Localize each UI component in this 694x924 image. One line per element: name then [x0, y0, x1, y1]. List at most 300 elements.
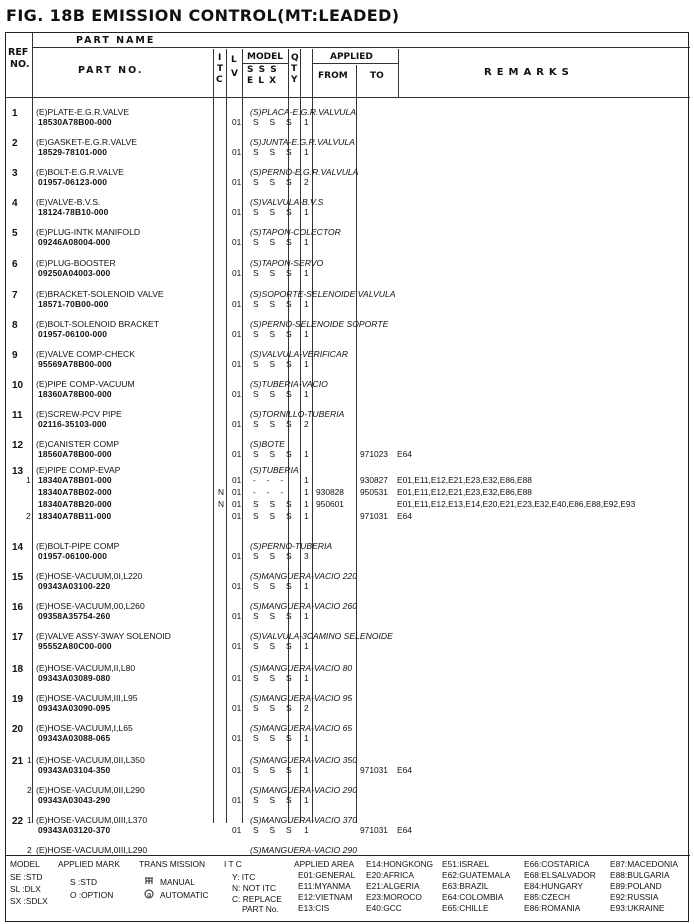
part-line — [6, 177, 690, 187]
legend-area-e13: E13:CIS — [298, 903, 330, 913]
remarks: E64 — [397, 765, 412, 775]
part-name-en: (E)BOLT-PIPE COMP — [36, 541, 120, 551]
legend-area-e92: E92:RUSSIA — [610, 892, 659, 902]
part-line — [6, 389, 690, 399]
quantity: 1 — [304, 825, 309, 835]
quantity: 1 — [304, 359, 309, 369]
lv-code: 01 — [232, 207, 242, 217]
legend-area-e21: E21:ALGERIA — [366, 881, 420, 891]
from-header: FROM — [318, 71, 348, 81]
sub-index: 2 — [27, 785, 32, 795]
legend-itc-part-no: PART No. — [242, 904, 279, 914]
part-name-en: (E)BRACKET-SOLENOID VALVE — [36, 289, 164, 299]
sub-index: 1 — [26, 475, 31, 485]
ref-no-header-2: NO. — [10, 59, 30, 70]
quantity: 1 — [304, 329, 309, 339]
part-name-header: PART NAME — [76, 35, 156, 46]
lv-code: 01 — [232, 673, 242, 683]
model-flags: S S S — [253, 581, 296, 591]
part-row — [6, 197, 690, 227]
legend-itc-n: N: NOT ITC — [232, 883, 277, 893]
part-name-en: (E)GASKET-E.G.R.VALVE — [36, 137, 137, 147]
legend — [6, 855, 690, 923]
part-name-en: (E)PIPE COMP-EVAP — [36, 465, 121, 475]
quantity: 1 — [304, 117, 309, 127]
legend-itc-title: I T C — [224, 859, 242, 869]
part-name-en: (E)VALVE ASSY-3WAY SOLENOID — [36, 631, 171, 641]
applied-from: 930828 — [316, 487, 344, 497]
model-flags: S S S — [253, 389, 296, 399]
ref-no: 14 — [12, 542, 24, 553]
part-row — [6, 319, 690, 349]
quantity: 1 — [304, 511, 309, 521]
quantity: 1 — [304, 207, 309, 217]
ref-no: 3 — [12, 168, 18, 179]
lv-code: 01 — [232, 551, 242, 561]
page-title: FIG. 18B EMISSION CONTROL(MT:LEADED) — [6, 6, 400, 25]
part-name-es: (S)MANGUERA-VACIO 290 — [250, 785, 357, 795]
part-line — [6, 581, 690, 591]
legend-area-e87: E87:MACEDONIA — [610, 859, 678, 869]
lv-code: 01 — [232, 419, 242, 429]
model-flags: S S S — [253, 551, 296, 561]
applied-to: 950531 — [360, 487, 388, 497]
part-line — [6, 237, 690, 247]
ref-no: 4 — [12, 198, 18, 209]
legend-area-e68: E68:ELSALVADOR — [524, 870, 596, 880]
part-line — [6, 511, 690, 521]
part-name-es: (S)TORNILLO-TUBERIA — [250, 409, 345, 419]
model-flags: S S S — [253, 765, 296, 775]
automatic-icon — [144, 889, 154, 901]
applied-to: 971031 — [360, 511, 388, 521]
part-row — [6, 107, 690, 137]
legend-area-e62: E62:GUATEMALA — [442, 870, 511, 880]
part-line — [6, 765, 690, 775]
ref-no: 16 — [12, 602, 24, 613]
ref-no: 17 — [12, 632, 24, 643]
part-number: 09343A03088-065 — [38, 733, 111, 743]
part-name-en: (E)HOSE-VACUUM,00,L260 — [36, 601, 145, 611]
lv-header-l: L — [231, 55, 237, 65]
applied-from: 950601 — [316, 499, 344, 509]
legend-area-e86: E86:ROMANIA — [524, 903, 581, 913]
ref-no: 10 — [12, 380, 24, 391]
part-number: 09343A03120-370 — [38, 825, 111, 835]
model-flags: S S S — [253, 329, 296, 339]
quantity: 1 — [304, 389, 309, 399]
part-name-en: (E)CANISTER COMP — [36, 439, 120, 449]
model-flags: S S S — [253, 177, 296, 187]
part-number: 09343A03104-350 — [38, 765, 111, 775]
part-number: 09343A03043-290 — [38, 795, 111, 805]
part-row — [6, 349, 690, 379]
part-name-en: (E)HOSE-VACUUM,III,L95 — [36, 693, 138, 703]
part-line — [6, 147, 690, 157]
quantity: 1 — [304, 765, 309, 775]
remarks: E64 — [397, 449, 412, 459]
part-name-es: (S)TUBERIA-VACIO — [250, 379, 328, 389]
lv-code: 01 — [232, 237, 242, 247]
part-name-en: (E)PLUG-INTK MANIFOLD — [36, 227, 141, 237]
ref-no: 6 — [12, 259, 18, 270]
legend-area-e66: E66:COSTARICA — [524, 859, 590, 869]
ref-no: 22 — [12, 816, 24, 827]
lv-code: 01 — [232, 117, 242, 127]
part-line — [6, 329, 690, 339]
model-flags: S S S — [253, 611, 296, 621]
part-row — [6, 815, 690, 845]
ref-no: 1 — [12, 108, 18, 119]
model-flags: S S S — [253, 641, 296, 651]
legend-itc-y: Y: ITC — [232, 872, 256, 882]
part-name-en: (E)SCREW-PCV PIPE — [36, 409, 122, 419]
part-row — [6, 137, 690, 167]
part-name-es: (S)PERNO-E.G.R.VALVULA — [250, 167, 359, 177]
quantity: 2 — [304, 419, 309, 429]
part-name-es: (S)MANGUERA-VACIO 350 — [250, 755, 357, 765]
part-number: 01957-06100-000 — [38, 551, 108, 561]
lv-code: 01 — [232, 581, 242, 591]
part-number: 09343A03100-220 — [38, 581, 111, 591]
lv-code: 01 — [232, 611, 242, 621]
part-row — [6, 227, 690, 257]
part-number: 01957-06100-000 — [38, 329, 108, 339]
part-line — [6, 268, 690, 278]
part-name-es: (S)BOTE — [250, 439, 285, 449]
legend-area-e11: E11:MYANMA — [298, 881, 351, 891]
part-row — [6, 693, 690, 723]
legend-area-title: APPLIED AREA — [294, 859, 355, 869]
model-flags: S S S — [253, 268, 296, 278]
model-flags: - - - — [253, 487, 288, 497]
model-flags: S S S — [253, 499, 296, 509]
part-name-es: (S)MANGUERA-VACIO 260 — [250, 601, 357, 611]
quantity: 1 — [304, 487, 309, 497]
applied-header: APPLIED — [330, 52, 373, 62]
part-name-es: (S)MANGUERA-VACIO 95 — [250, 693, 353, 703]
part-line — [6, 641, 690, 651]
part-row — [6, 755, 690, 785]
remarks: E64 — [397, 825, 412, 835]
lv-code: 01 — [232, 511, 242, 521]
lv-header-v: V — [231, 69, 238, 79]
ref-no: 18 — [12, 664, 24, 675]
itc-header-c: C — [216, 75, 223, 85]
legend-trans-title: TRANS MISSION — [139, 859, 206, 869]
remarks: E01,E11,E12,E13,E14,E20,E21,E23,E32,E40,E86,E88,E92,E93 — [397, 499, 636, 509]
legend-area-e01: E01:GENERAL — [298, 870, 356, 880]
part-name-es: (S)TAPON-COLECTOR — [250, 227, 341, 237]
part-line — [6, 499, 690, 509]
legend-model-title: MODEL — [10, 859, 40, 869]
model-sub-header-2: E L X — [247, 76, 278, 86]
part-row — [6, 167, 690, 197]
part-name-en: (E)HOSE-VACUUM,0III,L370 — [36, 815, 148, 825]
applied-to: 971031 — [360, 765, 388, 775]
part-name-en: (E)PIPE COMP-VACUUM — [36, 379, 135, 389]
part-line — [6, 611, 690, 621]
part-name-es: (S)PLACA-E.G.R.VALVULA — [250, 107, 357, 117]
part-line — [6, 449, 690, 459]
ref-no: 21 — [12, 756, 24, 767]
part-line — [6, 551, 690, 561]
ref-no: 19 — [12, 694, 24, 705]
part-name-es: (S)MANGUERA-VACIO 290 — [250, 845, 357, 855]
lv-code: 01 — [232, 487, 242, 497]
ref-no: 11 — [12, 410, 23, 421]
lv-code: 01 — [232, 359, 242, 369]
part-number: 18530A78B00-000 — [38, 117, 112, 127]
legend-area-e20: E20:AFRICA — [366, 870, 414, 880]
part-name-en: (E)HOSE-VACUUM,0II,L350 — [36, 755, 145, 765]
part-number: 95569A78B00-000 — [38, 359, 112, 369]
quantity: 1 — [304, 499, 309, 509]
sub-index: 2 — [26, 511, 31, 521]
part-number: 18360A78B00-000 — [38, 389, 112, 399]
part-name-en: (E)PLATE-E.G.R.VALVE — [36, 107, 130, 117]
model-flags: S S S — [253, 207, 296, 217]
parts-table — [5, 32, 689, 922]
quantity: 1 — [304, 475, 309, 485]
part-number: 01957-06123-000 — [38, 177, 108, 187]
part-name-es: (S)PERNO-TUBERIA — [250, 541, 333, 551]
part-row — [6, 289, 690, 319]
part-number: 18529-78101-000 — [38, 147, 108, 157]
quantity: 1 — [304, 673, 309, 683]
lv-code: 01 — [232, 765, 242, 775]
model-sub-header-1: S S S — [247, 65, 278, 75]
itc-flag: N — [218, 487, 225, 497]
quantity: 1 — [304, 581, 309, 591]
part-row — [6, 379, 690, 409]
sub-index: 1 — [27, 755, 32, 765]
part-name-en: (E)HOSE-VACUUM,0II,L290 — [36, 785, 145, 795]
part-number: 09343A03090-095 — [38, 703, 111, 713]
part-number: 18571-70B00-000 — [38, 299, 109, 309]
qty-header-q: Q — [291, 53, 299, 63]
model-flags: S S S — [253, 449, 296, 459]
legend-area-e93: E93:UKRAINE — [610, 903, 665, 913]
model-flags: S S S — [253, 147, 296, 157]
remarks: E01,E11,E12,E21,E23,E32,E86,E88 — [397, 475, 532, 485]
part-line — [6, 419, 690, 429]
lv-code: 01 — [232, 177, 242, 187]
legend-area-e63: E63:BRAZIL — [442, 881, 489, 891]
part-row — [6, 465, 690, 525]
part-name-en: (E)BOLT-E.G.R.VALVE — [36, 167, 124, 177]
lv-code: 01 — [232, 825, 242, 835]
part-line — [6, 733, 690, 743]
part-number: 18560A78B00-000 — [38, 449, 112, 459]
part-row — [6, 571, 690, 601]
ref-no: 15 — [12, 572, 24, 583]
model-flags: S S S — [253, 359, 296, 369]
part-line — [6, 795, 690, 805]
ref-no: 20 — [12, 724, 24, 735]
quantity: 1 — [304, 611, 309, 621]
legend-area-e64: E64:COLOMBIA — [442, 892, 504, 902]
qty-header-t: T — [291, 64, 298, 74]
quantity: 1 — [304, 268, 309, 278]
part-name-en: (E)HOSE-VACUUM,II,L80 — [36, 663, 136, 673]
part-number: 18340A78B20-000 — [38, 499, 112, 509]
part-number: 95552A80C00-000 — [38, 641, 112, 651]
part-line — [6, 299, 690, 309]
legend-area-e84: E84:HUNGARY — [524, 881, 583, 891]
model-flags: S S S — [253, 419, 296, 429]
applied-to: 971023 — [360, 449, 388, 459]
quantity: 1 — [304, 299, 309, 309]
model-flags: S S S — [253, 825, 296, 835]
part-row — [6, 785, 690, 815]
lv-code: 01 — [232, 449, 242, 459]
part-row — [6, 631, 690, 661]
quantity: 2 — [304, 177, 309, 187]
quantity: 1 — [304, 641, 309, 651]
legend-area-e89: E89:POLAND — [610, 881, 662, 891]
legend-mark-option: O :OPTION — [70, 890, 114, 900]
legend-area-e14: E14:HONGKONG — [366, 859, 434, 869]
model-flags: S S S — [253, 299, 296, 309]
part-row — [6, 541, 690, 571]
part-no-header: PART NO. — [78, 65, 144, 76]
model-flags: S S S — [253, 673, 296, 683]
part-name-en: (E)BOLT-SOLENOID BRACKET — [36, 319, 160, 329]
lv-code: 01 — [232, 147, 242, 157]
lv-code: 01 — [232, 733, 242, 743]
legend-area-e65: E65:CHILLE — [442, 903, 489, 913]
lv-code: 01 — [232, 703, 242, 713]
part-name-es: (S)MANGUERA-VACIO 80 — [250, 663, 353, 673]
part-name-en: (E)HOSE-VACUUM,0III,L290 — [36, 845, 148, 855]
model-flags: S S S — [253, 117, 296, 127]
part-row — [6, 723, 690, 753]
part-number: 18340A78B01-000 — [38, 475, 112, 485]
quantity: 1 — [304, 237, 309, 247]
legend-area-e12: E12:VIETNAM — [298, 892, 353, 902]
remarks: E01,E11,E12,E21,E23,E32,E86,E88 — [397, 487, 532, 497]
part-number: 18340A78B02-000 — [38, 487, 112, 497]
part-number: 18340A78B11-000 — [38, 511, 112, 521]
quantity: 1 — [304, 147, 309, 157]
lv-code: 01 — [232, 268, 242, 278]
manual-shift-icon — [144, 876, 154, 888]
applied-to: 930827 — [360, 475, 388, 485]
part-name-es: (S)MANGUERA-VACIO 370 — [250, 815, 357, 825]
part-line — [6, 359, 690, 369]
remarks-header: REMARKS — [484, 67, 574, 78]
lv-code: 01 — [232, 641, 242, 651]
itc-flag: N — [218, 499, 225, 509]
legend-itc-c: C: REPLACE — [232, 894, 282, 904]
legend-model-sx: SX :SDLX — [10, 896, 48, 906]
sub-index: 1 — [27, 815, 32, 825]
sub-index: 2 — [27, 845, 32, 855]
part-name-es: (S)MANGUERA-VACIO 65 — [250, 723, 353, 733]
ref-no: 13 — [12, 466, 24, 477]
part-name-en: (E)VALVE COMP-CHECK — [36, 349, 135, 359]
part-name-es: (S)JUNTA-E.G.R.VALVULA — [250, 137, 355, 147]
part-name-es: (S)TUBERIA — [250, 465, 299, 475]
qty-header-y: Y — [291, 75, 298, 85]
part-name-es: (S)VALVULA-B.V.S — [250, 197, 324, 207]
part-number: 09358A35754-260 — [38, 611, 111, 621]
part-name-es: (S)TAPON-SERVO — [250, 258, 324, 268]
part-name-en: (E)HOSE-VACUUM,0I,L220 — [36, 571, 143, 581]
part-line — [6, 475, 690, 485]
part-line — [6, 117, 690, 127]
lv-code: 01 — [232, 475, 242, 485]
svg-text:a: a — [147, 891, 152, 899]
lv-code: 01 — [232, 795, 242, 805]
to-header: TO — [370, 71, 384, 81]
ref-no: 12 — [12, 440, 24, 451]
model-flags: - - - — [253, 475, 288, 485]
legend-area-e51: E51:ISRAEL — [442, 859, 490, 869]
ref-no: 9 — [12, 350, 18, 361]
model-flags: S S S — [253, 703, 296, 713]
part-line — [6, 703, 690, 713]
part-line — [6, 487, 690, 497]
part-name-en: (E)HOSE-VACUUM,I,L65 — [36, 723, 133, 733]
part-name-es: (S)VALVULA-3CAMINO SELENOIDE — [250, 631, 393, 641]
quantity: 3 — [304, 551, 309, 561]
ref-no-header-1: REF — [8, 47, 29, 58]
quantity: 1 — [304, 733, 309, 743]
part-name-es: (S)PERNO-SELENOIDE SOPORTE — [250, 319, 389, 329]
lv-code: 01 — [232, 299, 242, 309]
part-line — [6, 673, 690, 683]
quantity: 2 — [304, 703, 309, 713]
lv-code: 01 — [232, 329, 242, 339]
part-name-en: (E)PLUG-BOOSTER — [36, 258, 116, 268]
part-line — [6, 825, 690, 835]
model-flags: S S S — [253, 733, 296, 743]
part-name-es: (S)VALVULA-VERIFICAR — [250, 349, 348, 359]
legend-trans-automatic: AUTOMATIC — [160, 890, 209, 900]
part-line — [6, 207, 690, 217]
part-row — [6, 258, 690, 288]
legend-area-e40: E40:GCC — [366, 903, 402, 913]
quantity: 1 — [304, 795, 309, 805]
part-number: 09343A03089-080 — [38, 673, 111, 683]
part-number: 09246A08004-000 — [38, 237, 111, 247]
itc-header-i: I — [218, 53, 222, 63]
part-number: 09250A04003-000 — [38, 268, 111, 278]
legend-mark-std: S :STD — [70, 877, 97, 887]
ref-no: 2 — [12, 138, 18, 149]
part-name-es: (S)MANGUERA-VACIO 220 — [250, 571, 357, 581]
ref-no: 5 — [12, 228, 18, 239]
part-number: 18124-78B10-000 — [38, 207, 109, 217]
lv-code: 01 — [232, 499, 242, 509]
legend-area-e88: E88:BULGARIA — [610, 870, 670, 880]
part-name-en: (E)VALVE-B.V.S. — [36, 197, 101, 207]
remarks: E64 — [397, 511, 412, 521]
legend-trans-manual: MANUAL — [160, 877, 195, 887]
part-name-es: (S)SOPORTE-SELENOIDE VALVULA — [250, 289, 396, 299]
legend-model-se: SE :STD — [10, 872, 43, 882]
legend-area-e23: E23:MOROCO — [366, 892, 422, 902]
legend-model-sl: SL :DLX — [10, 884, 41, 894]
part-number: 02116-35103-000 — [38, 419, 107, 429]
model-flags: S S S — [253, 237, 296, 247]
model-flags: S S S — [253, 795, 296, 805]
lv-code: 01 — [232, 389, 242, 399]
ref-no: 8 — [12, 320, 18, 331]
ref-no: 7 — [12, 290, 18, 301]
